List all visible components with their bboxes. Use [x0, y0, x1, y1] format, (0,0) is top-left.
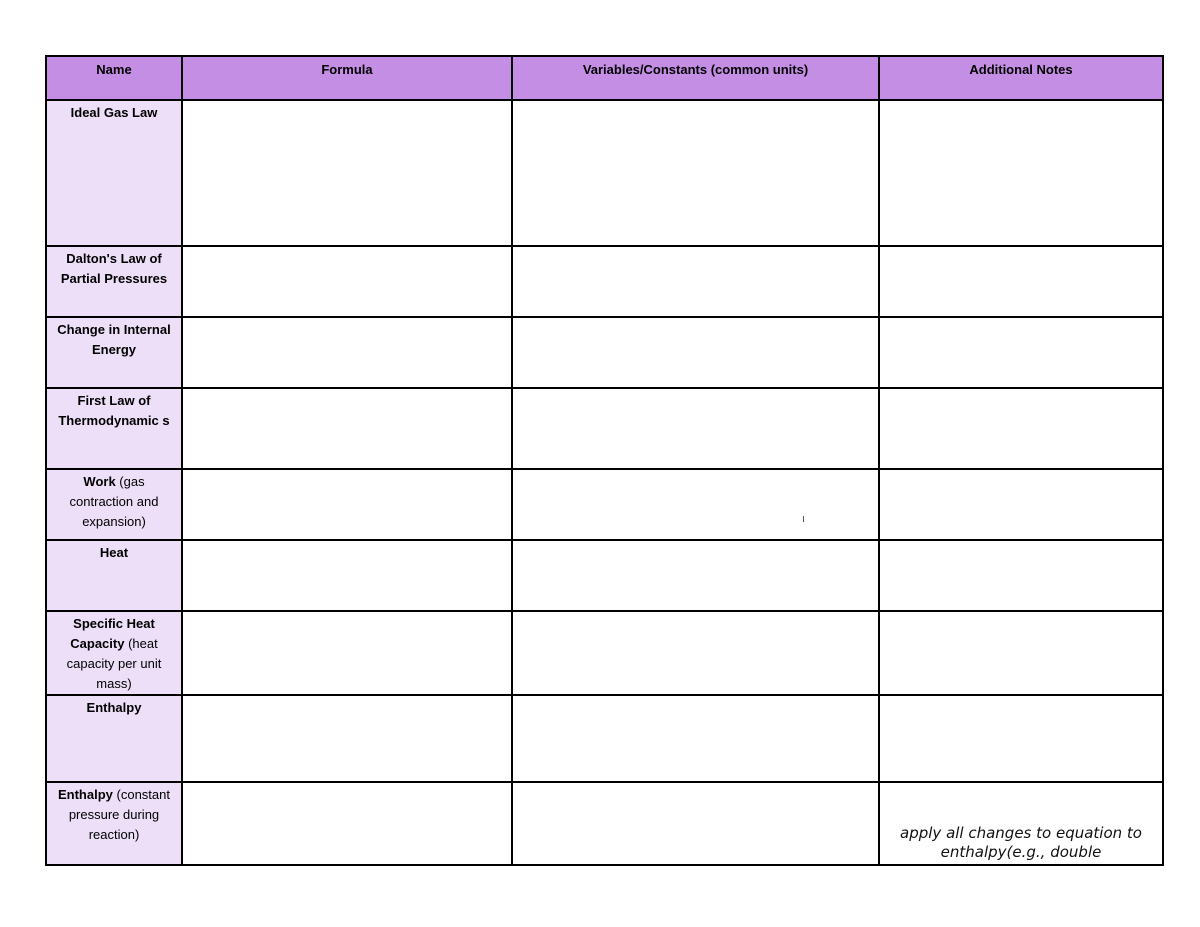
- row-name-bold: Enthalpy: [86, 700, 142, 715]
- variables-cell[interactable]: [512, 540, 879, 611]
- row-name-bold: Specific Heat Capacity: [70, 616, 155, 651]
- row-name: [46, 695, 182, 782]
- variables-cell[interactable]: [512, 317, 879, 388]
- table-row: [46, 469, 1163, 540]
- row-name-bold: Work: [83, 474, 116, 489]
- formula-cell[interactable]: [182, 611, 512, 695]
- header-formula: Formula: [182, 56, 512, 100]
- row-name-bold: Enthalpy: [57, 787, 113, 802]
- notes-cell[interactable]: [879, 246, 1163, 317]
- header-variables: Variables/Constants (common units): [512, 56, 879, 100]
- row-name-bold: Change in Internal Energy: [57, 322, 171, 357]
- formula-cell[interactable]: [182, 782, 512, 865]
- formula-cell[interactable]: [182, 388, 512, 469]
- row-name-detail: (gas contraction and expansion): [69, 474, 159, 529]
- table-row: [46, 246, 1163, 317]
- table-row: [46, 695, 1163, 782]
- table-row: [46, 611, 1163, 695]
- row-name-bold: Ideal Gas Law: [70, 105, 158, 120]
- notes-cell[interactable]: [879, 695, 1163, 782]
- table-row: [46, 100, 1163, 246]
- formula-cell[interactable]: [182, 317, 512, 388]
- table-row: [46, 782, 1163, 865]
- variables-cell[interactable]: [512, 388, 879, 469]
- header-name: Name: [46, 56, 182, 100]
- notes-cell[interactable]: [879, 540, 1163, 611]
- table-row: [46, 388, 1163, 469]
- formula-table: [45, 55, 1164, 866]
- formula-cell[interactable]: [182, 246, 512, 317]
- notes-cell[interactable]: [879, 317, 1163, 388]
- notes-cell[interactable]: [879, 100, 1163, 246]
- row-name: [46, 246, 182, 317]
- header-row: [46, 56, 1163, 100]
- variables-cell[interactable]: [512, 782, 879, 865]
- row-name: [46, 469, 182, 540]
- row-name: [46, 611, 182, 695]
- row-name: [46, 317, 182, 388]
- formula-cell[interactable]: [182, 100, 512, 246]
- row-name: [46, 782, 182, 865]
- notes-cell[interactable]: [879, 611, 1163, 695]
- table-row: [46, 317, 1163, 388]
- variables-cell[interactable]: [512, 611, 879, 695]
- notes-cell[interactable]: [879, 388, 1163, 469]
- row-name: [46, 100, 182, 246]
- notes-cell[interactable]: [879, 469, 1163, 540]
- notes-cell[interactable]: [879, 782, 1163, 865]
- row-name-bold: First Law of Thermodynamic s: [58, 393, 170, 428]
- variables-cell[interactable]: [512, 246, 879, 317]
- variables-cell[interactable]: [512, 469, 879, 540]
- row-name-detail: (constant pressure during reaction): [68, 787, 170, 842]
- formula-cell[interactable]: [182, 695, 512, 782]
- formula-cell[interactable]: [182, 540, 512, 611]
- formula-cell[interactable]: [182, 469, 512, 540]
- row-name-detail: (heat capacity per unit mass): [66, 636, 162, 691]
- variables-cell[interactable]: [512, 100, 879, 246]
- row-name-bold: Dalton's Law of Partial Pressures: [60, 251, 168, 286]
- row-name-bold: Heat: [99, 545, 129, 560]
- enthalpy-note: apply all changes to equation to enthalpy(e.g., double: [900, 824, 1142, 861]
- stray-mark: [803, 516, 804, 522]
- row-name: [46, 540, 182, 611]
- header-notes: Additional Notes: [879, 56, 1163, 100]
- row-name: [46, 388, 182, 469]
- table-row: [46, 540, 1163, 611]
- variables-cell[interactable]: [512, 695, 879, 782]
